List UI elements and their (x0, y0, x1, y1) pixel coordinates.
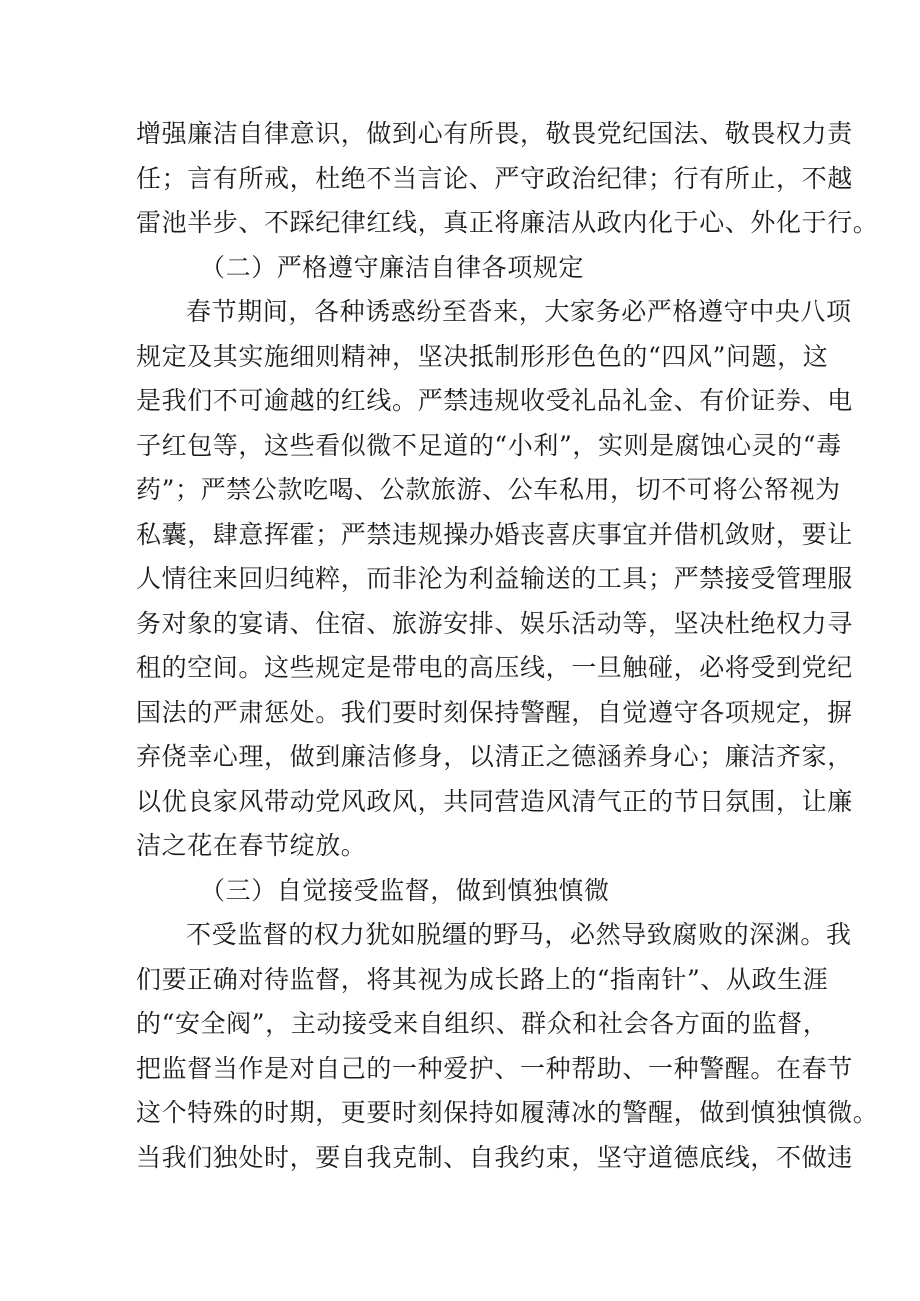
body-line: 这个特殊的时期，更要时刻保持如履薄冰的警醒，做到慎独慎微。 (136, 1098, 879, 1127)
body-line: 们要正确对待监督，将其视为成长路上的“指南针”、从政生涯 (136, 964, 829, 994)
body-line: 雷池半步、不踩纪律红线，真正将廉洁从政内化于心、外化于行。 (136, 208, 879, 237)
body-line: 任；言有所戒，杜绝不当言论、严守政治纪律；行有所止，不越 (136, 163, 853, 193)
body-line: 增强廉洁自律意识，做到心有所畏，敬畏党纪国法、敬畏权力责 (136, 119, 853, 148)
body-line: 洁之花在春节绽放。 (136, 831, 367, 860)
body-line: 子红包等，这些看似微不足道的“小利”，实则是腐蚀心灵的“毒 (136, 430, 842, 460)
body-line: 把监督当作是对自己的一种爱护、一种帮助、一种警醒。在春节 (136, 1053, 853, 1083)
body-line: 私囊，肆意挥霍；严禁违规操办婚丧喜庆事宜并借机敛财，要让 (136, 519, 853, 549)
body-line: 以优良家风带动党风政风，共同营造风清气正的节日氛围，让廉 (136, 786, 853, 816)
section-heading-2: （二）严格遵守廉洁自律各项规定 (200, 252, 585, 282)
body-line: 务对象的宴请、住宿、旅游安排、娱乐活动等，坚决杜绝权力寻 (136, 608, 853, 638)
body-line: 人情往来回归纯粹，而非沦为利益输送的工具；严禁接受管理服 (136, 564, 853, 593)
section-heading-3: （三）自觉接受监督，做到慎独慎微 (200, 875, 610, 905)
body-line: 的“安全阀”，主动接受来自组织、群众和社会各方面的监督， (136, 1009, 829, 1038)
body-line: 租的空间。这些规定是带电的高压线，一旦触碰，必将受到党纪 (136, 653, 853, 682)
document-body (136, 112, 879, 1180)
body-line: 国法的严肃惩处。我们要时刻保持警醒，自觉遵守各项规定，摒 (136, 697, 853, 727)
paragraph-first-line: 不受监督的权力犹如脱缰的野马，必然导致腐败的深渊。我 (186, 920, 852, 949)
body-line: 药”；严禁公款吃喝、公款旅游、公车私用，切不可将公帑视为 (136, 475, 841, 504)
body-line: 是我们不可逾越的红线。严禁违规收受礼品礼金、有价证券、电 (136, 386, 853, 415)
body-line: 当我们独处时，要自我克制、自我约束，坚守道德底线，不做违 (136, 1142, 853, 1172)
body-line: 规定及其实施细则精神，坚决抵制形形色色的“四风”问题，这 (136, 341, 829, 371)
paragraph-first-line: 春节期间，各种诱惑纷至沓来，大家务必严格遵守中央八项 (186, 297, 852, 326)
body-line: 弃侥幸心理，做到廉洁修身，以清正之德涵养身心；廉洁齐家， (136, 742, 853, 771)
